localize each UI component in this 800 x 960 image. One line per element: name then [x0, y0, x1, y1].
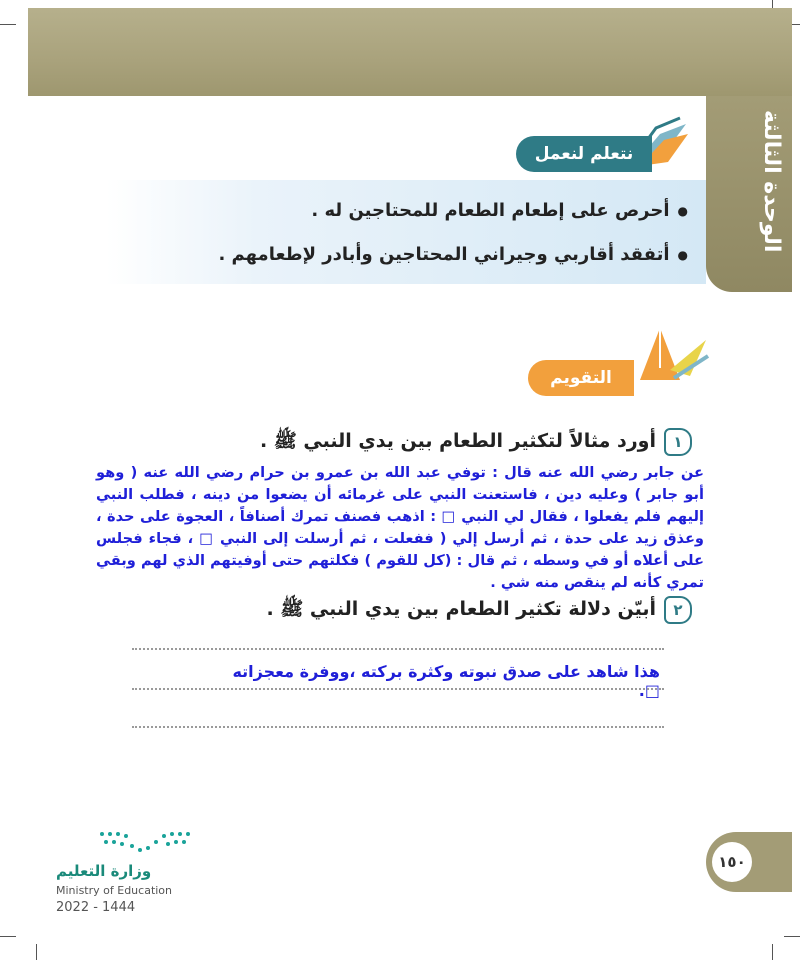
edition-year: 2022 - 1444 [56, 900, 136, 915]
question-1 [260, 428, 692, 457]
crop-mark [784, 936, 800, 937]
learn-ribbon: نتعلم لنعمل [516, 136, 652, 172]
answer-1: عن جابر رضي الله عنه قال : توفي عبد الله بن عمرو بن حرام رضي الله عنه ( وهو أبو جابر ) وعليه دين ، فاستعنت النبي على غرمائه أن يضعوا من دينه ، فطلب النبي إليهم فلم يفعلوا ، فقال لي النبي □ : اذهب فصنف تمرك أصنافاً ، العجوة على حدة ، وعذق زيد على حدة ، ثم أرسل إلي ( ففعلت ، ثم أرسلت إلى النبي □ ، فجاء فجلس على أعلاه أو في وسطه ، ثم قال : (كل للقوم ) فكلتهم حتى أوفيتهم الذي لهم وبقي تمري كأنه لم ينقص منه شي . [96, 464, 704, 591]
question-number-1: ١ [664, 428, 692, 456]
crop-mark [0, 936, 16, 937]
unit-side-tab [706, 96, 792, 292]
crop-mark [36, 944, 37, 960]
ministry-name-ar: وزارة التعليم [56, 862, 152, 880]
answer-line [132, 688, 664, 690]
answer-2: هذا شاهد على صدق نبوته وكثرة بركته ،ووفرة معجزاته □. [232, 662, 660, 700]
evaluation-ribbon: التقويم [528, 360, 634, 396]
answer-line [132, 726, 664, 728]
ministry-name-en: Ministry of Education [56, 884, 173, 897]
learn-bullet-1: ● أحرص على إطعام الطعام للمحتاجين له . [311, 200, 688, 221]
answer-line [132, 648, 664, 650]
learn-panel [106, 180, 706, 284]
question-1-text: أورد مثالاً لتكثير الطعام بين يدي النبي ﷺ . [259, 430, 656, 452]
question-2 [267, 596, 693, 625]
unit-title: الوحدة الثالثة [759, 110, 784, 253]
crop-mark [0, 24, 16, 25]
learn-bullet-2: ● أتفقد أقاربي وجيراني المحتاجين وأبادر لإطعامهم . [218, 244, 688, 265]
question-number-2: ٢ [664, 596, 692, 624]
question-2-text: أبيّن دلالة تكثير الطعام بين يدي النبي ﷺ . [266, 598, 656, 620]
crop-mark [772, 944, 773, 960]
header-band [28, 8, 792, 96]
page-number: ١٥٠ [712, 842, 752, 882]
ministry-logo-icon [96, 828, 192, 860]
